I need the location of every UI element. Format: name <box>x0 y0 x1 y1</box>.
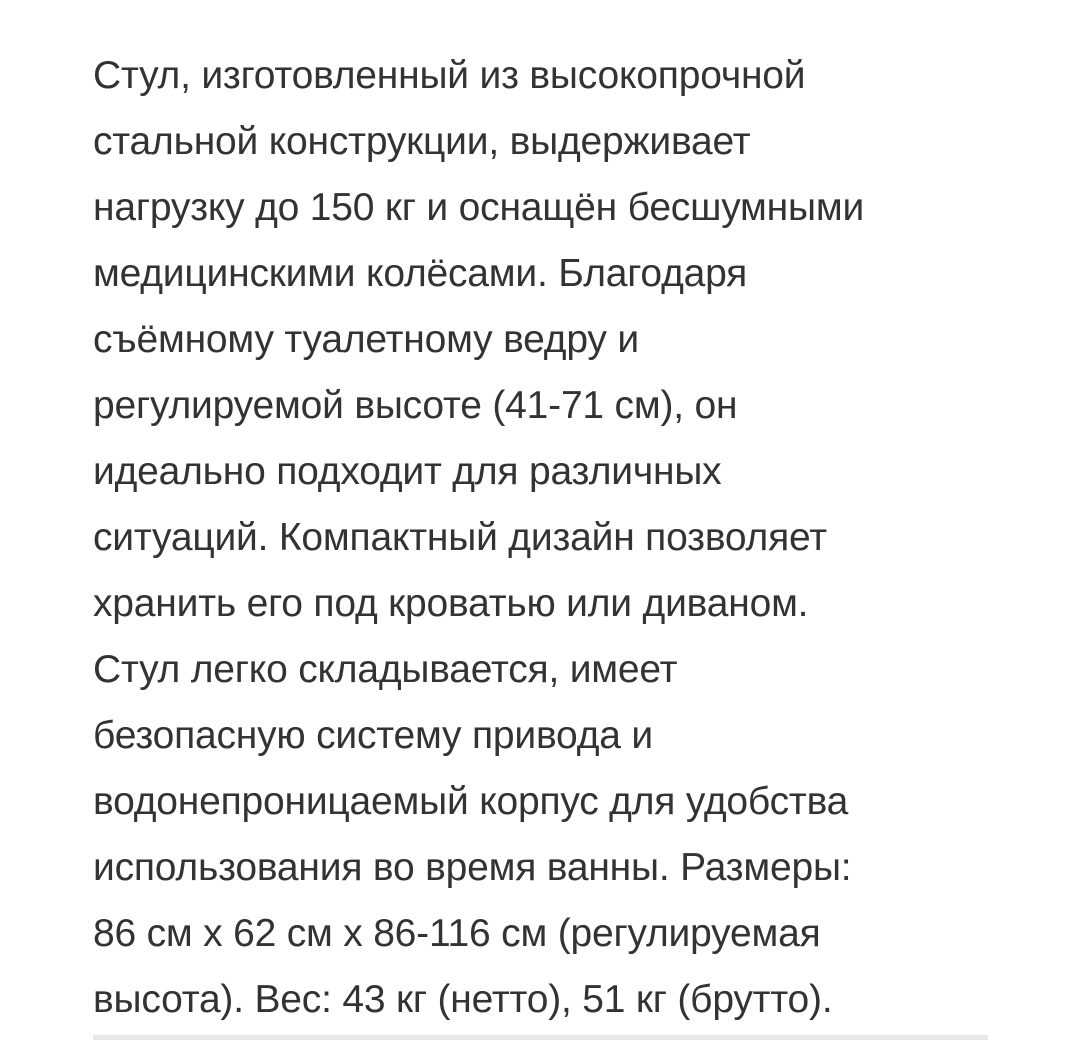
description-line: 86 см x 62 см x 86-116 см (регулируемая <box>93 912 821 955</box>
description-line: медицинскими колёсами. Благодаря <box>93 252 748 295</box>
description-line: нагрузку до 150 кг и оснащён бесшумными <box>93 186 865 229</box>
description-line: регулируемой высоте (41-71 см), он <box>93 384 738 427</box>
description-line: безопасную систему привода и <box>93 714 653 757</box>
description-line: съёмному туалетному ведру и <box>93 318 639 361</box>
description-line: водонепроницаемый корпус для удобства <box>93 780 849 823</box>
description-line: ситуаций. Компактный дизайн позволяет <box>93 516 827 559</box>
description-line: хранить его под кроватью или диваном. <box>93 582 809 625</box>
description-line: высота). Вес: 43 кг (нетто), 51 кг (брутто). <box>93 978 833 1021</box>
description-line: Стул, изготовленный из высокопрочной <box>93 54 806 97</box>
product-description-text <box>93 43 1053 1033</box>
description-line: Стул легко складывается, имеет <box>93 648 678 691</box>
description-line: идеально подходит для различных <box>93 450 722 493</box>
description-line: стальной конструкции, выдерживает <box>93 120 751 163</box>
description-line: использования во время ванны. Размеры: <box>93 846 852 889</box>
bottom-divider <box>93 1035 988 1040</box>
